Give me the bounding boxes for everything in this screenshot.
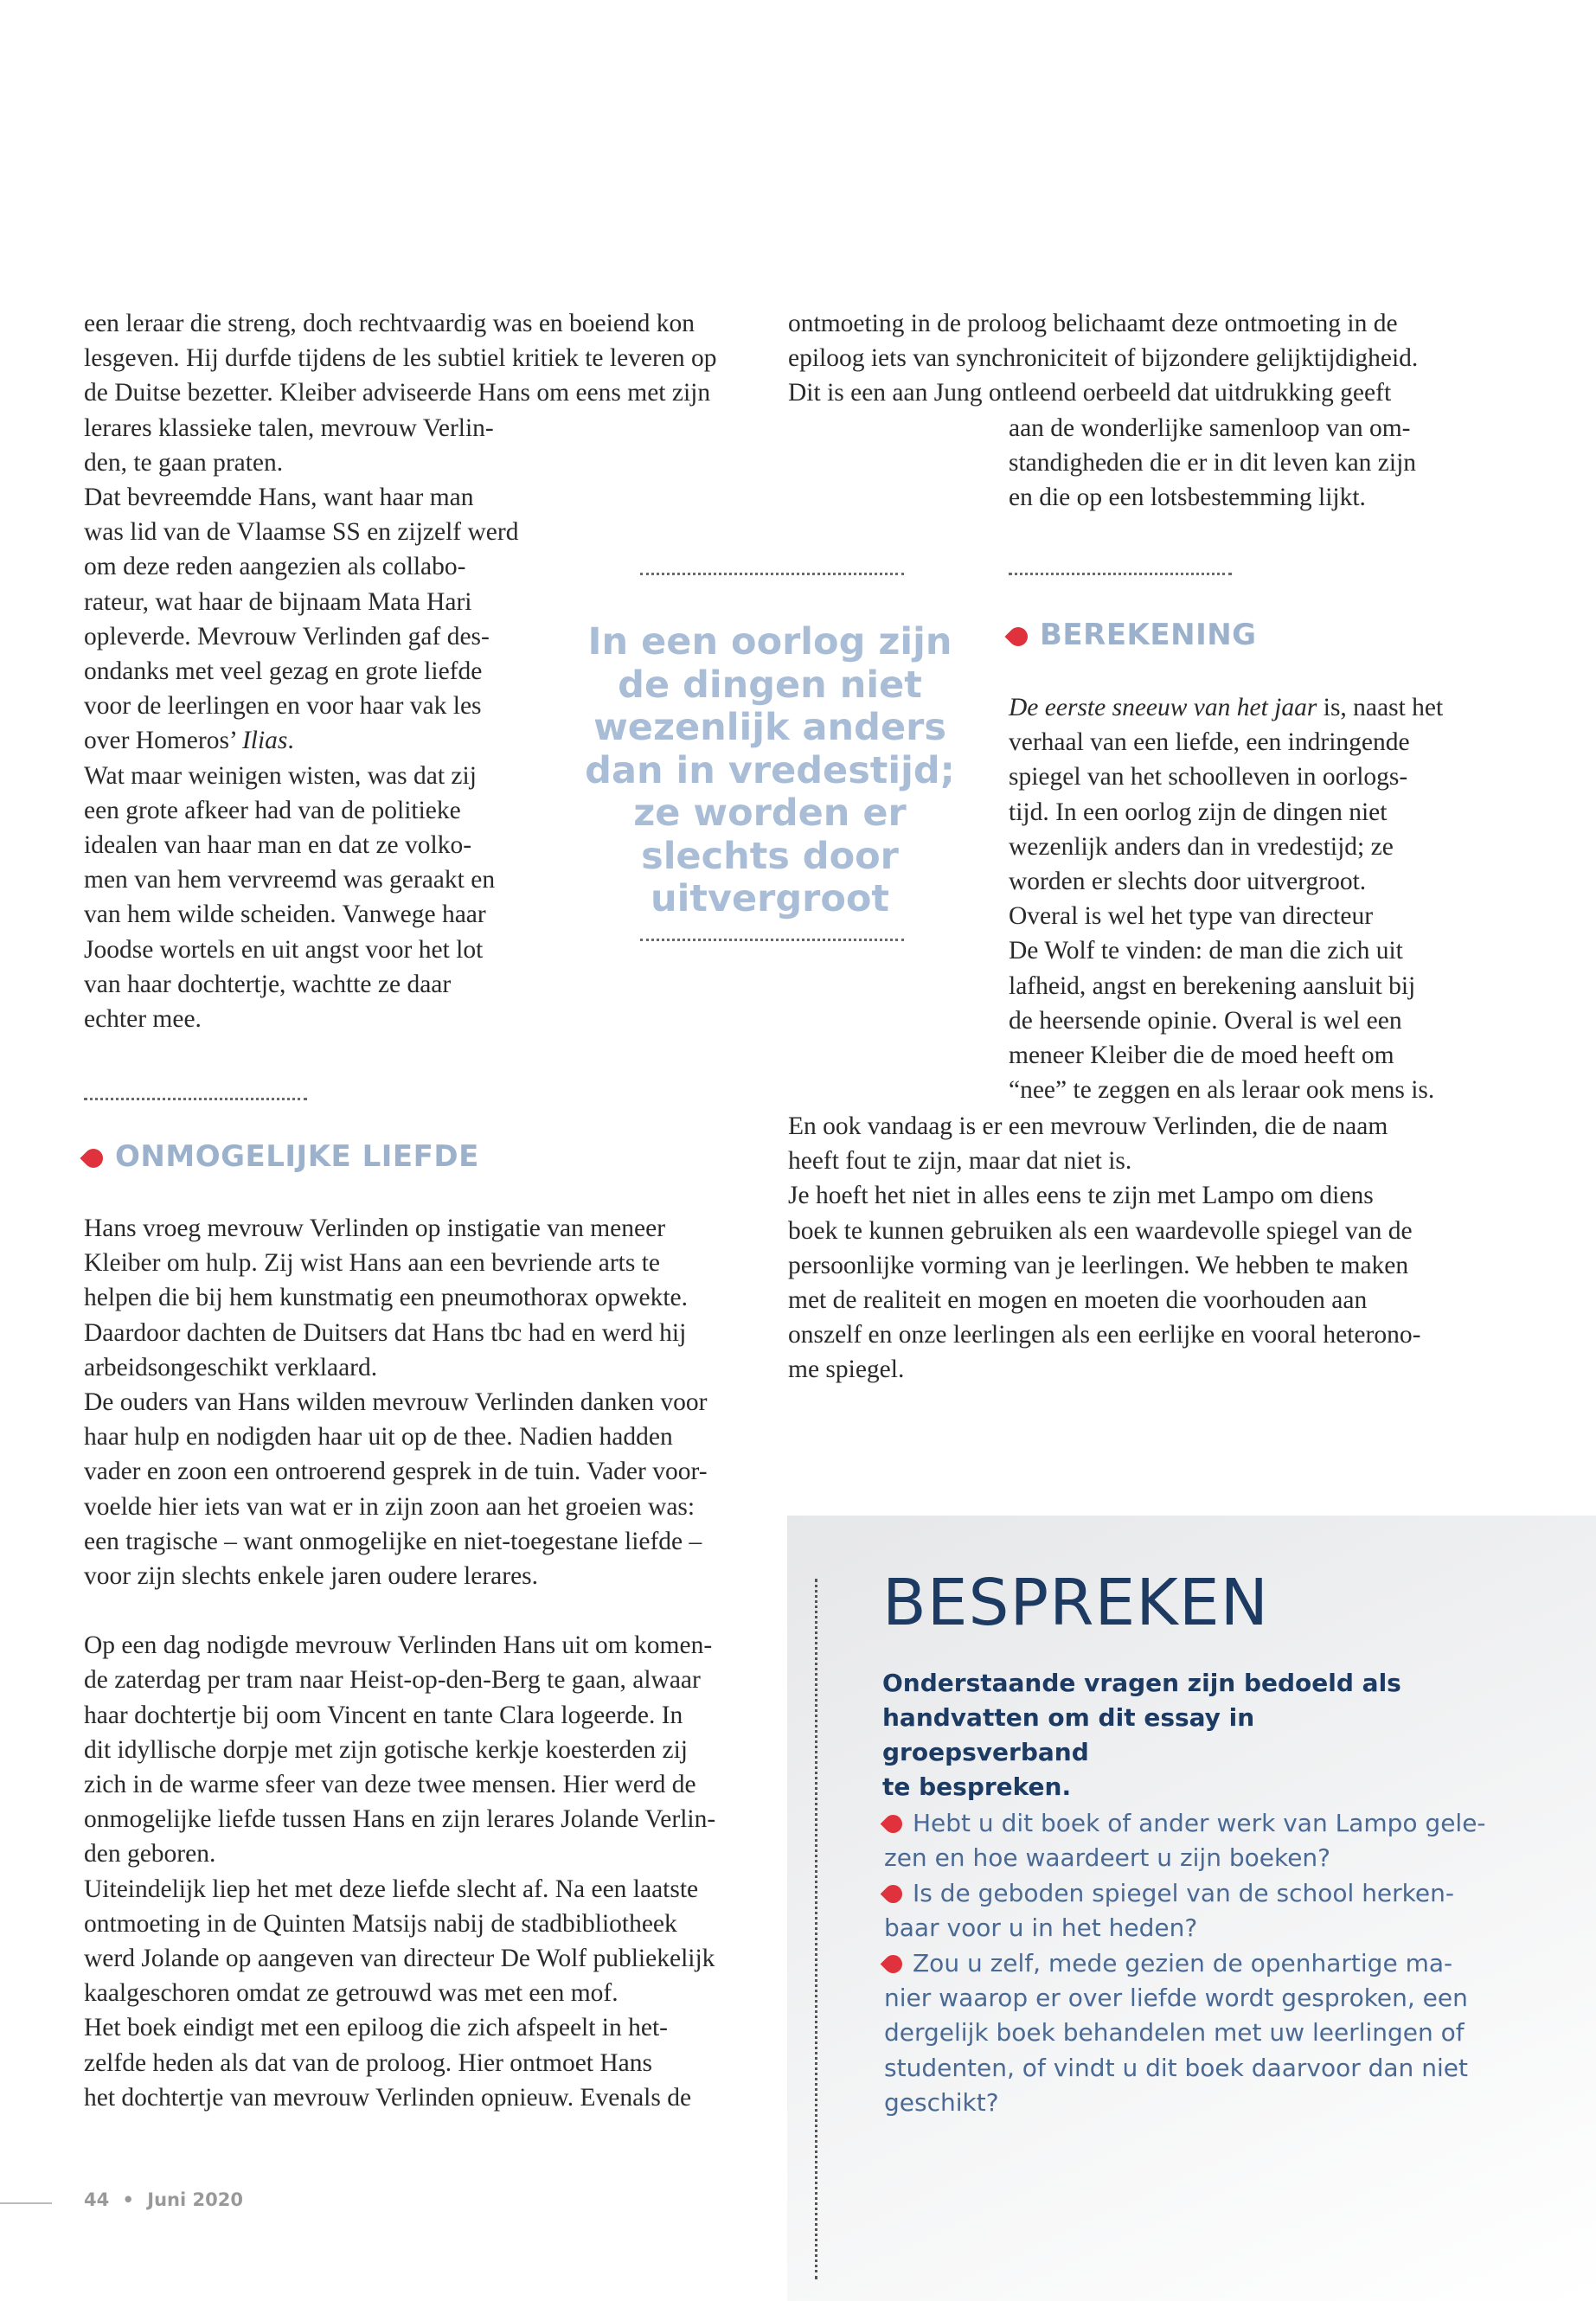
- right-column-para-1-indent: aan de wonderlijke samenloop van om- standigheden die er in dit leven kan zijn en die op een lotsbestemming lijkt.: [1009, 413, 1417, 512]
- discussion-questions: [884, 1806, 1490, 2121]
- discussion-box-intro: Onderstaande vragen zijn bedoeld als handvatten om dit essay in groepsverband te bespreken.: [882, 1669, 1401, 1801]
- right-column-para-1: ontmoeting in de proloog belichaamt deze ontmoeting in de epiloog iets van synchroniciteit of bijzondere gelijktijdigheid. Dit is een aan Jung ontleend oerbeeld dat uitdrukking geeft: [788, 310, 1419, 407]
- divider-pullquote-top: [640, 573, 904, 575]
- section-heading-onmogelijke-liefde: [84, 1139, 479, 1174]
- left-column-para-4: Op een dag nodigde mevrouw Verlinden Hans uit om komen- de zaterdag per tram naar Heist-op-den-Berg te gaan, alwaar haar dochtertje bij oom Vincent en tante Clara logeerde. In dit idyllische dorpje met zijn gotische kerkje koesterden zij zich in de warme sfeer van deze twee mensen. Hier werd de onmogelijke liefde tussen Hans en zijn lerares Jolande Verlin- den geboren. Uiteindelijk liep het met deze liefde slecht af. Na een laatste ontmoeting in de Quinten Matsijs nabij de stadbibliotheek werd Jolande op aangeven van directeur De Wolf publiekelijk kaalgeschoren omdat ze getrouwd was met een mof. Het boek eindigt met een epiloog die zich afspeelt in het- zelfde heden als dat van de proloog. Hier ontmoet Hans het dochtertje van mevrouw Verlinden opnieuw. Evenals de: [84, 1631, 716, 2112]
- right-column-top: [788, 306, 1549, 515]
- left-column-para-2: Wat maar weinigen wisten, was dat zij een grote afkeer had van de politieke idealen van haar man en dat ze volko- men van hem vervreemd was geraakt en van hem wilde scheiden. Vanwege haar Joodse wortels en uit angst voor het lot van haar dochtertje, wachtte ze daar echter mee.: [84, 761, 496, 1034]
- discussion-box-divider: [815, 1579, 817, 2279]
- footer-rule: [0, 2202, 52, 2204]
- red-bullet-icon: [1004, 623, 1031, 650]
- red-bullet-icon: [881, 1881, 907, 1907]
- red-bullet-icon: [881, 1811, 907, 1837]
- page-footer: [84, 2189, 243, 2210]
- question-item: [884, 1946, 1490, 2121]
- pull-quote: In een oorlog zijn de dingen niet wezenlijk anders dan in vredestijd; ze worden er slechts door uitvergroot: [585, 620, 955, 920]
- page-number: 44: [84, 2189, 110, 2210]
- book-title-eerste-sneeuw: De eerste sneeuw van het jaar: [1009, 694, 1317, 721]
- footer-separator: •: [122, 2189, 134, 2210]
- discussion-box-title: BESPREKEN: [882, 1566, 1269, 1640]
- question-text: Zou u zelf, mede gezien de openhartige ma- nier waarop er over liefde wordt gesproken, een dergelijk boek behandelen met uw leerlingen of studenten, of vindt u dit boek daarvoor dan niet geschikt?: [884, 1948, 1468, 2118]
- right-column-para-3: En ook vandaag is er een mevrouw Verlinden, die de naam heeft fout te zijn, maar dat niet is. Je hoeft het niet in alles eens te zijn met Lampo om diens boek te kunnen gebruiken als een waardevolle spiegel van de persoonlijke vorming van je leerlingen. We hebben te maken met de realiteit en mogen en moeten die voorhouden aan onszelf en onze leerlingen als een eerlijke en vooral heterono- me spiegel.: [788, 1112, 1421, 1384]
- red-bullet-icon: [881, 1951, 907, 1977]
- right-para-2-text: is, naast het verhaal van een liefde, een indringende spiegel van het schoolleven in oorlogs- tijd. In een oorlog zijn de dingen niet wezenlijk anders dan in vredestijd; ze worden er slechts door uitvergroot. Overal is wel het type van directeur De Wolf te vinden: de man die zich uit lafheid, angst en berekening aansluit bij de heersende opinie. Overal is wel een meneer Kleiber die de moed heeft om “nee” te zeggen en als leraar ook mens is.: [1009, 694, 1444, 1105]
- left-column-para-3: Hans vroeg mevrouw Verlinden op instigatie van meneer Kleiber om hulp. Zij wist Hans aan een bevriende arts te helpen die bij hem kunstmatig een pneumothorax opwekte. Daardoor dachten de Duitsers dat Hans tbc had en werd hij arbeidsongeschikt verklaard. De ouders van Hans wilden mevrouw Verlinden danken voor haar hulp en nodigden haar uit op de thee. Nadien hadden vader en zoon een ontroerend gesprek in de tuin. Vader voor- voelde hier iets van wat er in zijn zoon aan het groeien was: een tragische – want onmogelijke en niet-toegestane liefde – voor zijn slechts enkele jaren oudere lerares.: [84, 1215, 708, 1591]
- section-heading-berekening: [1009, 618, 1257, 652]
- divider-pullquote-bottom: [640, 939, 904, 941]
- right-column-para-2: [1009, 690, 1562, 1107]
- question-item: [884, 1876, 1490, 1946]
- left-para-1-end: .: [287, 727, 294, 755]
- divider-right: [1009, 573, 1232, 575]
- divider-left: [84, 1098, 307, 1100]
- red-bullet-icon: [80, 1144, 106, 1171]
- question-item: [884, 1806, 1490, 1876]
- section-heading-berekening-text: BEREKENING: [1040, 618, 1257, 652]
- question-text: Hebt u dit boek of ander werk van Lampo gele- zen en hoe waardeert u zijn boeken?: [884, 1809, 1486, 1873]
- left-column-body: [84, 1211, 776, 2115]
- section-heading-onmogelijke-liefde-text: ONMOGELIJKE LIEFDE: [115, 1139, 479, 1174]
- issue-date: Juni 2020: [147, 2189, 243, 2210]
- question-text: Is de geboden spiegel van de school herken- baar voor u in het heden?: [884, 1878, 1454, 1943]
- left-para-1-text: een leraar die streng, doch rechtvaardig was en boeiend kon lesgeven. Hij durfde tijdens de les subtiel kritiek te leveren op de Duitse bezetter. Kleiber adviseerde Hans om eens met zijn lerares klassieke talen, mevrouw Verlin- den, te gaan praten. Dat bevreemdde Hans, want haar man was lid van de Vlaamse SS en zijzelf werd om deze reden aangezien als collabo- rateur, wat haar de bijnaam Mata Hari opleverde. Mevrouw Verlinden gaf des- ondanks met veel gezag en grote liefde voor de leerlingen en voor haar vak les over Homeros’: [84, 310, 717, 755]
- book-title-ilias: Ilias: [241, 727, 288, 755]
